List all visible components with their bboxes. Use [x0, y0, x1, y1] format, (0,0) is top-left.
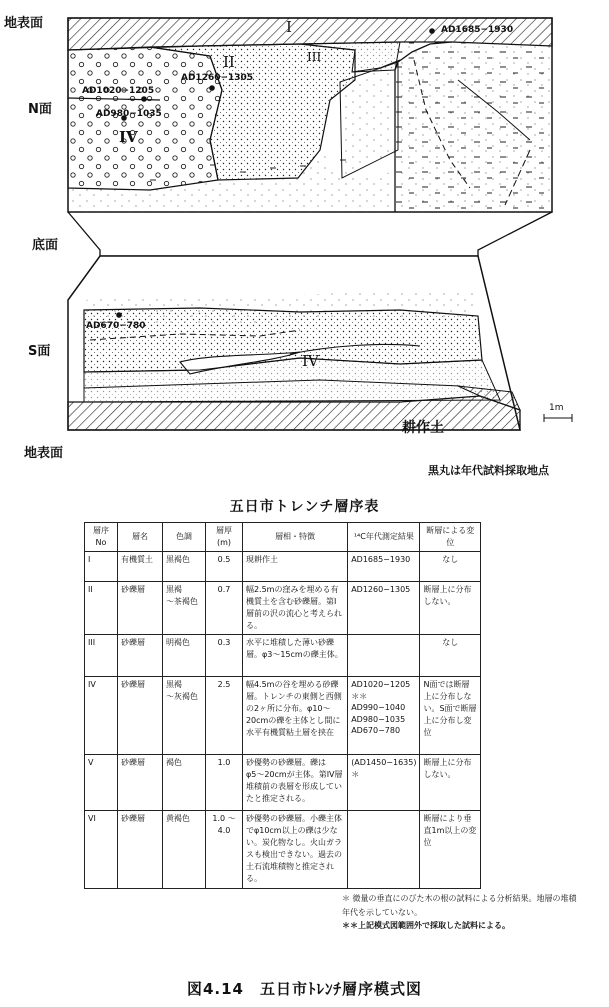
cell-color: 黒褐色	[162, 552, 205, 582]
cell-thickness: 1.0 〜 4.0	[206, 811, 243, 889]
cell-name: 砂礫層	[117, 811, 162, 889]
n-face-label: N面	[28, 102, 52, 117]
cell-thickness: 0.3	[206, 635, 243, 677]
header-c14: ¹⁴C年代測定結果	[348, 523, 420, 552]
cell-color: 明褐色	[162, 635, 205, 677]
cell-c14	[348, 811, 420, 889]
cell-no: IV	[85, 677, 118, 755]
legend-note: 黒丸は年代試料採取地点	[428, 464, 549, 477]
header-thickness: 層厚(m)	[206, 523, 243, 552]
s-face-label: S面	[28, 344, 51, 359]
figure-caption: 図4.14 五日市ﾄﾚﾝﾁ層序模式図	[186, 980, 422, 998]
cell-features: 現耕作土	[242, 552, 347, 582]
cell-c14: (AD1450−1635)＊	[348, 755, 420, 811]
cell-name: 砂礫層	[117, 677, 162, 755]
cell-displacement: なし	[420, 552, 481, 582]
cell-no: VI	[85, 811, 118, 889]
scale-label: 1m	[549, 403, 564, 413]
date-ad670: AD670−780	[86, 321, 146, 331]
cell-features: 砂優勢の砂礫層。礫はφ5〜20cmが主体。第IV層堆積前の表層を形成していたと推定される。	[242, 755, 347, 811]
table-row	[85, 677, 481, 755]
cell-c14: AD1685−1930	[348, 552, 420, 582]
cell-displacement: 断層により垂直1m以上の変位	[420, 811, 481, 889]
table-row	[85, 582, 481, 635]
cell-displacement: 断層上に分布しない。	[420, 582, 481, 635]
cell-no: II	[85, 582, 118, 635]
cell-displacement: なし	[420, 635, 481, 677]
cell-c14: AD1020−1205 ＊＊ AD990−1040 AD980−1035 AD670−780	[348, 677, 420, 755]
stratigraphy-table	[84, 522, 481, 889]
cell-color: 黒褐 〜茶褐色	[162, 582, 205, 635]
footnotes	[342, 892, 582, 933]
trench-diagram	[0, 0, 609, 490]
footnote-2: ＊＊上記模式図範囲外で採取した試料による。	[342, 921, 510, 931]
header-features: 層相・特徴	[242, 523, 347, 552]
cell-thickness: 0.7	[206, 582, 243, 635]
plowed-soil-label: 耕作土	[402, 420, 444, 436]
cell-color: 黒褐 〜灰褐色	[162, 677, 205, 755]
scale-bar	[544, 414, 572, 422]
table-row	[85, 635, 481, 677]
header-name: 層名	[117, 523, 162, 552]
cell-no: I	[85, 552, 118, 582]
cell-no: V	[85, 755, 118, 811]
date-ad1020: AD1020−1205	[82, 86, 155, 96]
cell-c14	[348, 635, 420, 677]
cell-name: 砂礫層	[117, 582, 162, 635]
cell-features: 砂優勢の砂礫層。小礫主体でφ10cm以上の礫は少ない。炭化物なし。火山ガラスも検出できない。過去の土石流堆積物と推定される。	[242, 811, 347, 889]
cell-c14: AD1260−1305	[348, 582, 420, 635]
cell-thickness: 2.5	[206, 677, 243, 755]
layer-label-iii: III	[307, 50, 322, 64]
table-row	[85, 811, 481, 889]
s-face-panel	[68, 256, 520, 430]
date-ad980: AD980−1035	[96, 109, 162, 119]
layer-label-iv-n: IV	[119, 128, 138, 146]
cell-thickness: 0.5	[206, 552, 243, 582]
cell-displacement: 断層上に分布しない。	[420, 755, 481, 811]
layer-label-i: I	[286, 18, 292, 36]
cell-features: 水平に堆積した薄い砂礫層。φ3〜15cmの礫主体。	[242, 635, 347, 677]
bottom-face-label: 底面	[32, 238, 59, 253]
cell-features: 幅2.5mの窪みを埋める有機質土を含む砂礫層。第Ⅰ層前の沢の流心と考えられる。	[242, 582, 347, 635]
surface-top-label: 地表面	[4, 16, 44, 31]
layer-label-iv-s: IV	[302, 352, 319, 370]
table-row	[85, 552, 481, 582]
cell-name: 砂礫層	[117, 635, 162, 677]
layer-label-ii: II	[223, 53, 235, 71]
table-header-row	[85, 523, 481, 552]
cell-displacement: N面では断層上に分布しない。S面で断層上に分布し変位	[420, 677, 481, 755]
surface-bottom-label: 地表面	[24, 446, 64, 461]
footnote-1: ＊ 微量の垂直にのびた木の根の試料による分析結果。地層の堆積年代を示していない。	[342, 894, 577, 917]
cell-no: III	[85, 635, 118, 677]
cell-thickness: 1.0	[206, 755, 243, 811]
cell-color: 黄褐色	[162, 811, 205, 889]
date-ad1260: AD1260−1305	[181, 73, 254, 83]
header-displacement: 断層による変位	[420, 523, 481, 552]
header-color: 色調	[162, 523, 205, 552]
header-no: 層序No	[85, 523, 118, 552]
table-title: 五日市トレンチ層序表	[229, 499, 380, 515]
table-row	[85, 755, 481, 811]
cell-features: 幅4.5mの谷を埋める砂礫層。トレンチの東側と西側の2ヶ所に分布。φ10〜20cmの礫を主体とし間に水平有機質粘土層を挟在	[242, 677, 347, 755]
date-ad1685: AD1685−1930	[441, 25, 514, 35]
cell-color: 褐色	[162, 755, 205, 811]
cell-name: 有機質土	[117, 552, 162, 582]
cell-name: 砂礫層	[117, 755, 162, 811]
